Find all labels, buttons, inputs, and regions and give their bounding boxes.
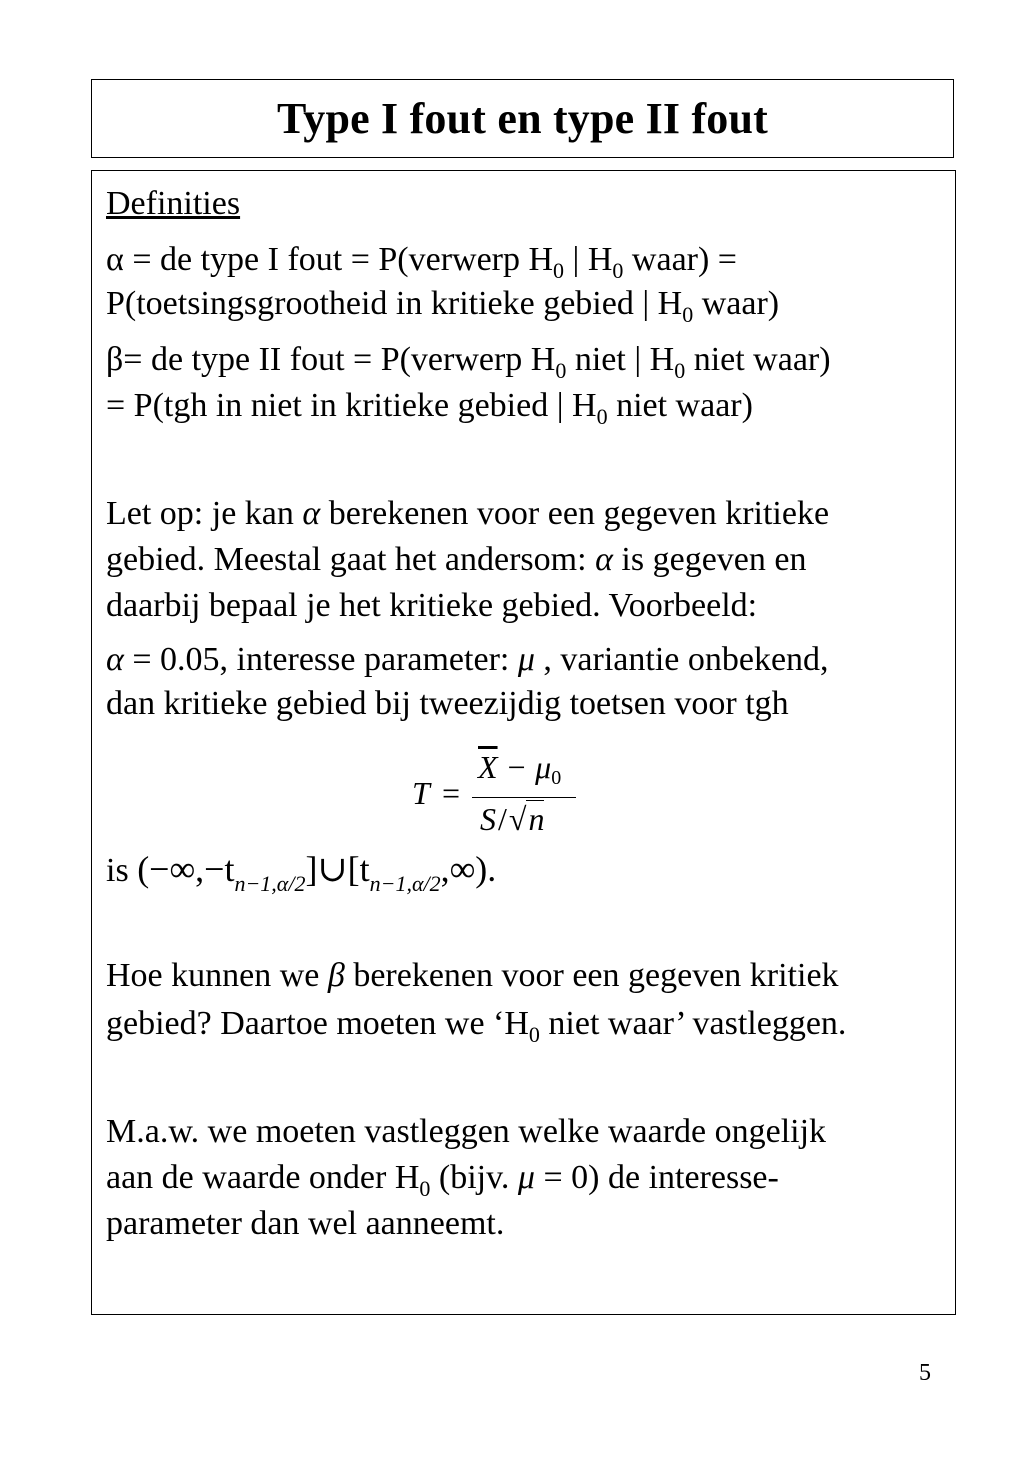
title-box bbox=[91, 79, 954, 158]
alpha-symbol: α bbox=[302, 495, 321, 532]
alpha-symbol: α bbox=[595, 541, 613, 578]
test-statistic-formula bbox=[412, 745, 582, 841]
formula-denominator: S/√n bbox=[480, 801, 545, 837]
formula-numerator: $\overline{X} - \mu_0$ bbox=[478, 749, 562, 789]
content-box bbox=[91, 170, 956, 1315]
let-op-line-2: gebied. Meestal gaat het andersom: α is gegeven en bbox=[106, 541, 807, 578]
let-op-line-1: Let op: je kan α berekenen voor een gegeven kritieke bbox=[106, 495, 830, 532]
alpha-symbol: α bbox=[106, 641, 124, 678]
let-op-line-4: α = 0.05, interesse parameter: μ , variantie onbekend, bbox=[106, 641, 829, 678]
let-op-line-3: daarbij bepaal je het kritieke gebied. Voorbeeld: bbox=[106, 587, 758, 624]
fraction-bar bbox=[472, 797, 576, 798]
hoe-line-1: Hoe kunnen we β berekenen voor een gegeven kritiek bbox=[106, 957, 839, 994]
beta-definition-line-1: β= de type II fout = P(verwerp $H_0$ niet | $H_0$ niet waar) bbox=[106, 341, 831, 383]
hoe-line-2: gebied? Daartoe moeten we ‘$H_0$ niet waar’ vastleggen. bbox=[106, 1005, 847, 1047]
beta-definition-line-2: = P(tgh in niet in kritieke gebied | $H_0$ niet waar) bbox=[106, 387, 753, 429]
beta-symbol: β bbox=[327, 957, 345, 994]
section-heading: Definities bbox=[106, 185, 241, 222]
mu-symbol: μ bbox=[517, 641, 535, 678]
let-op-line-5: dan kritieke gebied bij tweezijdig toetsen voor tgh bbox=[106, 685, 789, 722]
page-number: 5 bbox=[919, 1360, 931, 1386]
formula-equals: = bbox=[442, 775, 461, 811]
page-title: Type I fout en type II fout bbox=[276, 94, 769, 143]
mu-symbol: μ bbox=[517, 1159, 535, 1196]
alpha-definition-line-2: P(toetsingsgrootheid in kritieke gebied | $H_0$ waar) bbox=[106, 285, 780, 327]
alpha-definition-line-1: α = de type I fout = P(verwerp $H_0$ | $H_0$ waar) = bbox=[106, 241, 737, 283]
formula-lhs: T bbox=[412, 775, 430, 811]
maw-line-3: parameter dan wel aanneemt. bbox=[106, 1205, 505, 1242]
maw-line-1: M.a.w. we moeten vastleggen welke waarde ongelijk bbox=[106, 1113, 827, 1150]
critical-region-line: is $(-\infty,-t_{n-1,\alpha/2}]\cup[t_{n-1,\alpha/2},\infty)$. bbox=[106, 849, 497, 896]
maw-line-2: aan de waarde onder $H_0$ (bijv. μ = 0) de interesse- bbox=[106, 1159, 779, 1201]
